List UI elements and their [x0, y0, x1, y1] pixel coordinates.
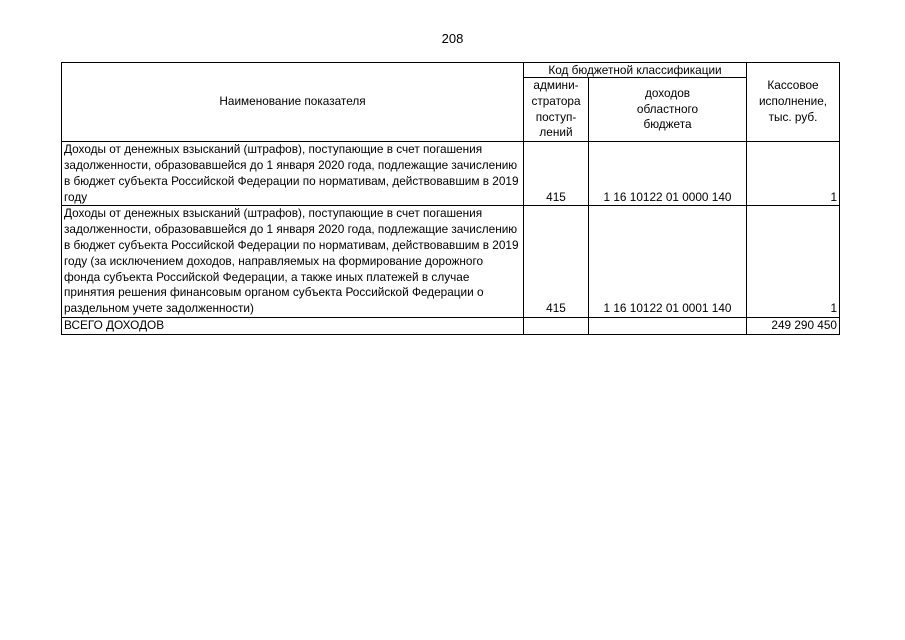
header-row-top	[62, 63, 840, 78]
row-administrator-code: 415	[524, 206, 589, 318]
header-name: Наименование показателя	[62, 63, 524, 142]
header-execution: Кассовое исполнение, тыс. руб.	[747, 63, 840, 142]
row-name: Доходы от денежных взысканий (штрафов), поступающие в счет погашения задолженности, образовавшейся до 1 января 2020 года, подлежащие зачислению в бюджет субъекта Российской Федерации по нормативам, действовавшим в 2019 году (за исключением доходов, направляемых на формирование дорожного фонда субъекта Российской Федерации, а также иных платежей в случае принятия решения финансовым органом субъекта Российской Федерации о раздельном учете задолженности)	[62, 206, 524, 318]
row-revenue-code: 1 16 10122 01 0001 140	[589, 206, 747, 318]
header-administrator: админи- стратора поступ- лений	[524, 78, 589, 142]
row-amount: 1	[747, 206, 840, 318]
total-amount: 249 290 450	[747, 317, 840, 334]
row-revenue-code: 1 16 10122 01 0000 140	[589, 142, 747, 206]
table-row	[62, 142, 840, 206]
total-revenue-empty	[589, 317, 747, 334]
row-amount: 1	[747, 142, 840, 206]
header-code-group: Код бюджетной классификации	[524, 63, 747, 78]
table-row	[62, 206, 840, 318]
page-number: 208	[441, 31, 464, 46]
total-label: ВСЕГО ДОХОДОВ	[62, 317, 524, 334]
header-revenue: доходов областного бюджета	[589, 78, 747, 142]
revenue-table	[61, 62, 840, 335]
row-administrator-code: 415	[524, 142, 589, 206]
total-administrator-empty	[524, 317, 589, 334]
row-name: Доходы от денежных взысканий (штрафов), поступающие в счет погашения задолженности, образовавшейся до 1 января 2020 года, подлежащие зачислению в бюджет субъекта Российской Федерации по нормативам, действовавшим в 2019 году	[62, 142, 524, 206]
total-row	[62, 317, 840, 334]
